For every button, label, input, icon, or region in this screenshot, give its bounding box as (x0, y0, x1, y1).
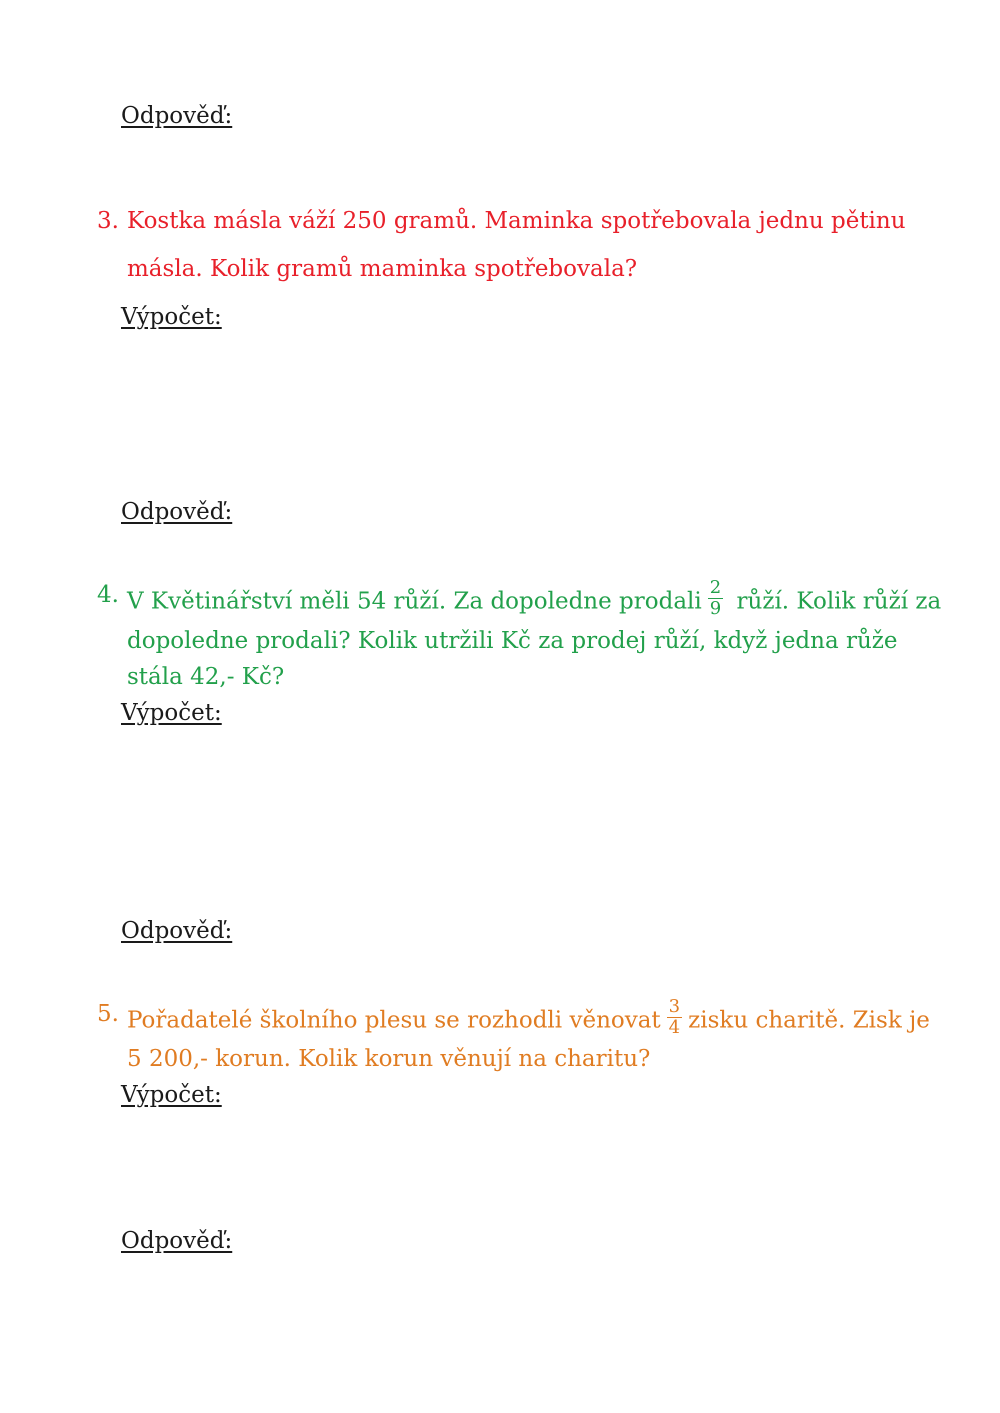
fraction (708, 578, 723, 619)
question-text-line: stála 42,- Kč? (127, 664, 285, 690)
question-text-line: dopoledne prodali? Kolik utržili Kč za prodej růží, když jedna růže (127, 628, 898, 654)
question-text-line: másla. Kolik gramů maminka spotřebovala? (127, 256, 638, 282)
answer-label-q3: Odpověď: (121, 499, 233, 525)
calc-label-q4: Výpočet: (121, 700, 222, 726)
answer-label-q4: Odpověď: (121, 918, 233, 944)
question-text-segment: zisku charitě. Zisk je (688, 1007, 930, 1034)
question-text-line: Kostka másla váží 250 gramů. Maminka spotřebovala jednu pětinu (127, 208, 906, 234)
fraction-numerator: 2 (709, 577, 722, 598)
question-number: 3. (97, 208, 119, 234)
fraction-numerator: 3 (668, 996, 681, 1017)
calc-label-q5: Výpočet: (121, 1082, 222, 1108)
fraction-denominator: 9 (709, 598, 722, 619)
fraction (667, 997, 682, 1038)
question-text-line (127, 577, 942, 623)
question-text-segment: růží. Kolik růží za (736, 588, 942, 615)
answer-label-q2: Odpověď: (121, 103, 233, 129)
answer-label-q5: Odpověď: (121, 1228, 233, 1254)
question-number: 4. (97, 582, 119, 608)
question-text-segment: V Květinářství měli 54 růží. Za dopoledne prodali (127, 588, 702, 615)
question-text-line: 5 200,- korun. Kolik korun věnují na charitu? (127, 1046, 651, 1072)
question-text-line (127, 996, 930, 1042)
question-number: 5. (97, 1001, 119, 1027)
calc-label-q3: Výpočet: (121, 304, 222, 330)
question-text-segment: Pořadatelé školního plesu se rozhodli věnovat (127, 1007, 661, 1034)
fraction-denominator: 4 (668, 1017, 681, 1038)
